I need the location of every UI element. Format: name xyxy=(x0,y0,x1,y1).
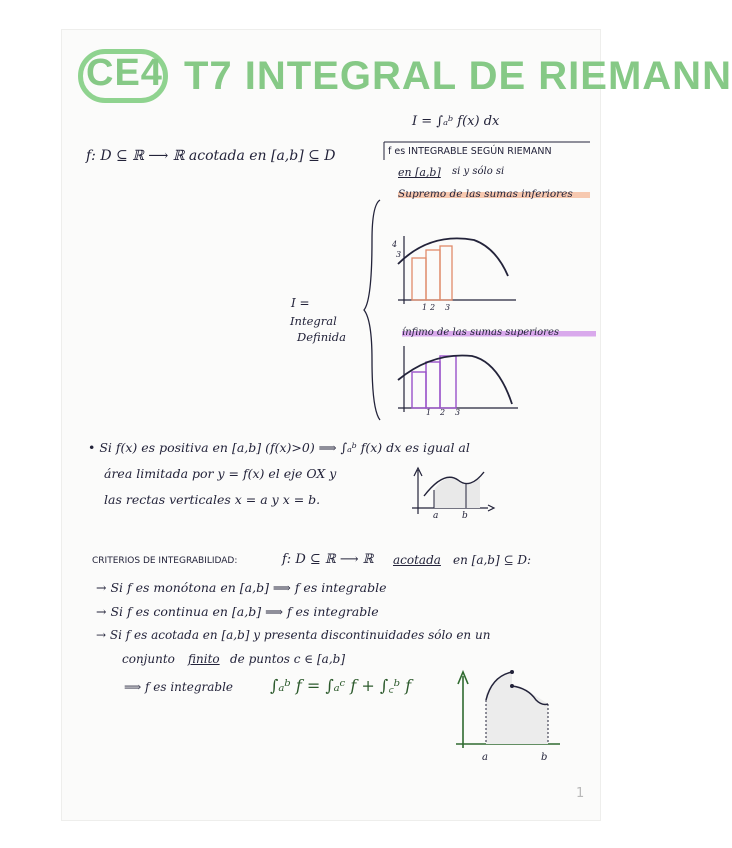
graph1-y-tick-3: 3 xyxy=(396,250,402,259)
graph1-x-tick-1: 1 xyxy=(422,303,428,312)
iff-text: si y sólo si xyxy=(452,166,505,177)
area-shade xyxy=(434,476,480,508)
disc-point-top xyxy=(510,670,514,674)
I-label: I = xyxy=(291,296,310,310)
graph1-x-tick-2: 2 xyxy=(430,303,436,312)
curly-brace xyxy=(364,200,380,420)
area-graph xyxy=(412,468,494,514)
area-graph-a: a xyxy=(433,511,439,521)
disc-shade-right xyxy=(512,686,548,744)
upper-rect-3 xyxy=(440,356,456,408)
integrable-statement: f es INTEGRABLE SEGÚN RIEMANN xyxy=(388,146,552,157)
graph1-x-tick-3: 3 xyxy=(445,303,451,312)
graph2-curve xyxy=(398,356,512,405)
discontinuity-graph xyxy=(456,670,560,748)
criteria-acotada: acotada xyxy=(393,553,441,567)
criteria-heading: CRITERIOS DE INTEGRABILIDAD: xyxy=(92,556,238,566)
criteria-function: f: D ⊆ ℝ ⟶ ℝ xyxy=(282,552,374,567)
title-code: CE4 xyxy=(86,52,163,94)
disc-shade-left xyxy=(486,672,512,744)
criterion-monotona: → Si f es monótona en [a,b] ⟹ f es integrable xyxy=(96,580,387,595)
criterion-conjunto: conjunto xyxy=(122,652,175,666)
area-graph-b: b xyxy=(462,511,468,521)
definida-label: Definida xyxy=(297,330,346,344)
area-x-arrow xyxy=(488,505,494,511)
graph2-x-tick-1: 1 xyxy=(426,408,432,417)
criteria-interval: en [a,b] ⊆ D: xyxy=(453,553,532,567)
page-title: T7 INTEGRAL DE RIEMANN xyxy=(184,54,732,98)
page-number: 1 xyxy=(576,786,585,801)
integral-formula: I = ∫ₐᵇ f(x) dx xyxy=(412,114,500,129)
graph1-curve xyxy=(398,238,508,276)
criterion-acotada: → Si f es acotada en [a,b] y presenta discontinuidades sólo en un xyxy=(96,628,491,642)
positive-line-2: área limitada por y = f(x) el eje OX y xyxy=(104,466,337,481)
lower-rect-2 xyxy=(426,250,440,300)
graph1-y-tick-4: 4 xyxy=(392,240,398,249)
lower-rect-1 xyxy=(412,258,426,300)
definition-bracket xyxy=(384,142,590,160)
supremo-label: Supremo de las sumas inferiores xyxy=(398,188,590,200)
upper-sum-graph xyxy=(398,346,518,412)
criterion-puntos: de puntos c ∈ [a,b] xyxy=(230,652,346,666)
criterion-conclusion: ⟹ f es integrable xyxy=(124,680,234,694)
function-definition: f: D ⊆ ℝ ⟶ ℝ acotada en [a,b] ⊆ D xyxy=(86,148,336,164)
integral-label: Integral xyxy=(290,314,337,328)
upper-rect-1 xyxy=(412,372,426,408)
criterion-finito: finito xyxy=(188,652,220,666)
infimo-label: ínfimo de las sumas superiores xyxy=(402,327,596,338)
additivity-formula: ∫ₐᵇ f = ∫ₐᶜ f + ∫꜀ᵇ f xyxy=(270,676,412,695)
criteria-graph-b: b xyxy=(541,752,548,763)
interval-ab: en [a,b] xyxy=(398,166,441,179)
positive-line-3: las rectas verticales x = a y x = b. xyxy=(104,492,321,507)
criteria-graph-a: a xyxy=(482,752,488,763)
graph2-x-tick-3: 3 xyxy=(455,408,461,417)
lower-sum-graph xyxy=(398,236,516,304)
upper-rect-2 xyxy=(426,362,440,408)
positive-line-1: • Si f(x) es positiva en [a,b] (f(x)>0) ⟹ ∫ₐᵇ f(x) dx es igual al xyxy=(88,440,470,455)
graph2-x-tick-2: 2 xyxy=(440,408,446,417)
criterion-continua: → Si f es continua en [a,b] ⟹ f es integrable xyxy=(96,604,379,619)
lower-rect-3 xyxy=(440,246,452,300)
